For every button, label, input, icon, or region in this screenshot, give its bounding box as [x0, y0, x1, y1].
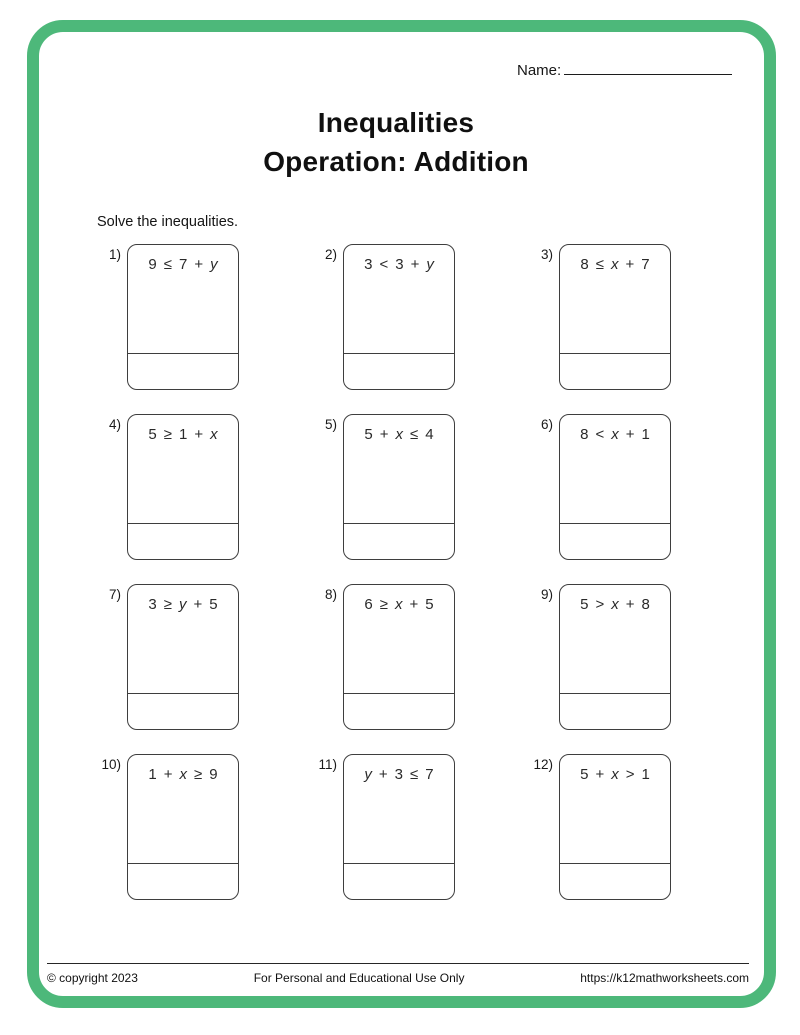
footer-usage-note: For Personal and Educational Use Only	[253, 971, 465, 985]
expression-token: ≤	[595, 256, 604, 273]
expression-token: 9	[148, 256, 157, 273]
problem-expression	[128, 426, 238, 443]
expression-token: +	[409, 596, 419, 613]
problem-expression	[344, 596, 454, 613]
expression-token: 3	[364, 256, 373, 273]
expression-token: 7	[178, 256, 188, 273]
expression-variable: y	[178, 596, 187, 613]
expression-token: 8	[580, 426, 589, 443]
problem-box	[559, 584, 671, 730]
answer-divider-line	[128, 693, 238, 694]
expression-token: 3	[148, 596, 157, 613]
expression-variable: x	[395, 426, 404, 443]
expression-token: ≥	[194, 766, 203, 783]
expression-token: +	[625, 426, 635, 443]
expression-token: 5	[209, 596, 218, 613]
expression-variable: y	[364, 766, 372, 783]
footer	[47, 971, 749, 985]
problem-item	[95, 584, 239, 730]
problem-box	[559, 754, 671, 900]
expression-token: 1	[148, 766, 157, 783]
expression-token: >	[625, 766, 635, 783]
problem-item	[527, 414, 671, 560]
expression-variable: x	[611, 766, 619, 783]
expression-token: 1	[641, 426, 650, 443]
expression-token: 5	[580, 766, 589, 783]
expression-token: ≥	[163, 596, 172, 613]
answer-divider-line	[560, 693, 670, 694]
expression-token: +	[625, 596, 635, 613]
problem-number: 9)	[540, 587, 553, 602]
expression-token: <	[379, 256, 389, 273]
problem-item	[311, 754, 455, 900]
problem-number: 6)	[540, 417, 553, 432]
problems-grid	[95, 244, 671, 900]
expression-token: +	[625, 256, 635, 273]
name-label: Name:	[517, 62, 562, 79]
expression-token: 8	[641, 596, 650, 613]
problem-item	[311, 244, 455, 390]
problem-item	[527, 584, 671, 730]
expression-variable: x	[611, 596, 619, 613]
answer-divider-line	[560, 353, 670, 354]
problem-number: 10)	[101, 757, 121, 772]
expression-token: 4	[425, 426, 434, 443]
problem-expression	[560, 256, 670, 273]
problem-number: 2)	[324, 247, 337, 262]
problem-box	[343, 414, 455, 560]
problem-item	[527, 244, 671, 390]
problem-number: 3)	[540, 247, 553, 262]
expression-token: 1	[641, 766, 650, 783]
problem-item	[95, 754, 239, 900]
expression-token: ≤	[410, 766, 419, 783]
expression-token: ≥	[379, 596, 388, 613]
expression-token: 8	[580, 256, 589, 273]
expression-token: 9	[209, 766, 218, 783]
problem-expression	[560, 766, 670, 783]
expression-token: ≥	[163, 426, 172, 443]
expression-variable: x	[179, 766, 188, 783]
expression-token: +	[595, 766, 605, 783]
expression-token: +	[194, 426, 204, 443]
expression-token: +	[194, 256, 204, 273]
problem-expression	[560, 426, 670, 443]
footer-url: https://k12mathworksheets.com	[580, 971, 749, 985]
title-line-2: Operation: Addition	[263, 146, 529, 177]
expression-token: +	[193, 596, 203, 613]
answer-divider-line	[560, 863, 670, 864]
answer-divider-line	[344, 863, 454, 864]
expression-variable: x	[611, 426, 619, 443]
problem-box	[127, 244, 239, 390]
problem-item	[527, 754, 671, 900]
expression-token: +	[410, 256, 420, 273]
expression-token: >	[595, 596, 605, 613]
expression-token: +	[378, 766, 388, 783]
problem-number: 4)	[108, 417, 121, 432]
problem-number: 8)	[324, 587, 337, 602]
expression-token: +	[163, 766, 173, 783]
problem-number: 11)	[318, 757, 337, 772]
problem-box	[343, 754, 455, 900]
problem-box	[343, 584, 455, 730]
problem-expression	[560, 596, 670, 613]
answer-divider-line	[128, 863, 238, 864]
name-blank-line	[564, 59, 732, 75]
problem-expression	[128, 596, 238, 613]
problem-box	[343, 244, 455, 390]
answer-divider-line	[344, 693, 454, 694]
expression-variable: x	[610, 256, 619, 273]
problem-item	[311, 584, 455, 730]
problem-box	[559, 244, 671, 390]
expression-token: 5	[148, 426, 157, 443]
expression-token: ≤	[163, 256, 172, 273]
problem-box	[127, 584, 239, 730]
expression-token: 5	[364, 426, 373, 443]
problem-number: 12)	[533, 757, 553, 772]
expression-variable: y	[426, 256, 434, 273]
problem-item	[311, 414, 455, 560]
expression-token: 7	[641, 256, 650, 273]
problem-number: 1)	[108, 247, 121, 262]
expression-token: 5	[580, 596, 589, 613]
expression-token: <	[595, 426, 605, 443]
expression-token: 6	[364, 596, 373, 613]
problem-item	[95, 244, 239, 390]
problem-number: 5)	[324, 417, 337, 432]
expression-token: 1	[178, 426, 188, 443]
answer-divider-line	[344, 523, 454, 524]
expression-token: 3	[395, 256, 404, 273]
problem-expression	[344, 766, 454, 783]
problem-expression	[128, 766, 238, 783]
expression-token: 5	[425, 596, 434, 613]
problem-box	[127, 754, 239, 900]
name-row	[517, 59, 732, 79]
problem-box	[127, 414, 239, 560]
expression-token: ≤	[410, 426, 419, 443]
problem-expression	[344, 426, 454, 443]
answer-divider-line	[560, 523, 670, 524]
problem-box	[559, 414, 671, 560]
expression-token: 7	[425, 766, 434, 783]
expression-token: +	[379, 426, 389, 443]
expression-variable: x	[394, 596, 403, 613]
answer-divider-line	[128, 353, 238, 354]
problem-expression	[128, 256, 238, 273]
answer-divider-line	[128, 523, 238, 524]
answer-divider-line	[344, 353, 454, 354]
expression-variable: x	[210, 426, 218, 443]
problem-number: 7)	[108, 587, 121, 602]
instructions-text: Solve the inequalities.	[97, 214, 239, 230]
problem-item	[95, 414, 239, 560]
footer-divider-line	[47, 963, 749, 964]
worksheet-title	[0, 103, 796, 181]
problem-expression	[344, 256, 454, 273]
footer-copyright: © copyright 2023	[47, 971, 138, 985]
title-line-1: Inequalities	[317, 107, 475, 138]
expression-token: 3	[394, 766, 404, 783]
expression-variable: y	[210, 256, 218, 273]
